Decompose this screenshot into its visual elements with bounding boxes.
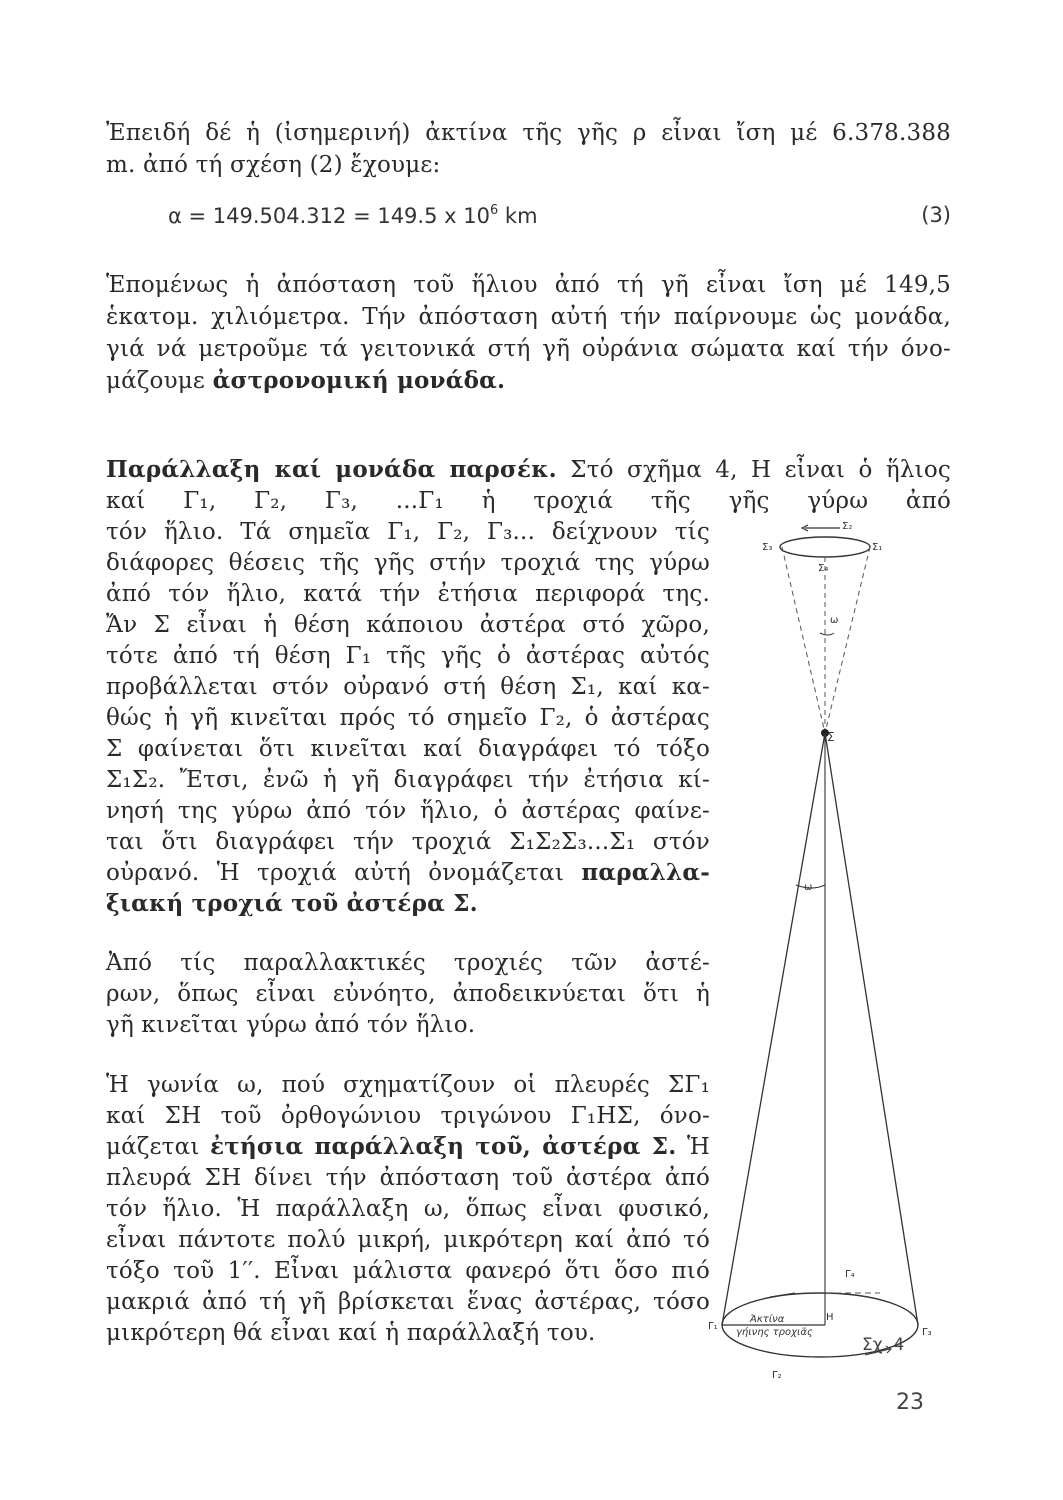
label-gamma4: Γ₄: [845, 1269, 855, 1280]
paragraph-4-line-3: [106, 1132, 710, 1162]
paragraph-1-line-2: m. ἀπό τή σχέση (2) ἔχουμε:: [106, 152, 441, 178]
label-gamma3: Γ₃: [922, 1327, 932, 1338]
term-astronomical-unit: ἀστρονομική μονάδα.: [212, 367, 506, 394]
formula-text: α = 149.504.312 = 149.5 x 10: [168, 204, 490, 228]
paragraph-4-line-1: Ἡ γωνία ω, πού σχηματίζουν οἱ πλευρές ΣΓ₁: [106, 1072, 710, 1098]
paragraph-2-line-2: ἑκατομ. χιλιόμετρα. Τήν ἀπόσταση αὐτή τήν παίρνουμε ὡς μονάδα,: [106, 304, 951, 330]
paragraph-2-line-1: Ἑπομένως ἡ ἀπόσταση τοῦ ἥλιου ἀπό τή γῆ εἶναι ἴση μέ 149,5: [106, 272, 951, 298]
paragraph-4-line-9: μικρότερη θά εἶναι καί ἡ παράλλαξή του.: [106, 1320, 596, 1346]
label-earth-orbit: γήινης τροχιᾶς: [736, 1327, 813, 1338]
formula-3: [168, 203, 951, 228]
dashed-line-right: [825, 547, 870, 733]
label-omega-top: ω: [830, 615, 839, 626]
parallax-figure: [700, 505, 970, 1405]
paragraph-3-line-2: ρων, ὅπως εἶναι εὐνόητο, ἀποδεικνύεται ὅτι ἡ: [106, 981, 710, 1007]
section-line-1: [106, 455, 951, 485]
section-line-6: Ἄν Σ εἶναι ἡ θέση κάποιου ἀστέρα στό χῶρο,: [106, 612, 710, 638]
label-radius: Ἀκτίνα: [750, 1314, 785, 1325]
section-line-14: [106, 858, 710, 888]
label-sigma1: Σ₁: [872, 542, 883, 553]
section-line-8: προβάλλεται στόν οὐρανό στή θέση Σ₁, καί κα-: [106, 674, 710, 700]
section-line-10: Σ φαίνεται ὅτι κινεῖται καί διαγράφει τό τόξο: [106, 736, 710, 762]
label-sigma: Σ: [827, 730, 835, 744]
term-parallactic-orbit: παραλλα-: [581, 859, 710, 886]
paragraph-1-line-1: Ἐπειδή δέ ἡ (ἰσημερινή) ἀκτίνα τῆς γῆς ρ εἶναι ἴση μέ 6.378.388: [106, 120, 951, 146]
section-line-11: Σ₁Σ₂. Ἔτσι, ἐνῶ ἡ γῆ διαγράφει τήν ἐτήσια κί-: [106, 767, 710, 793]
label-sigma3: Σ₃: [762, 542, 773, 553]
section-line-1-text: Στό σχῆμα 4, Η εἶναι ὁ ἥλιος: [556, 457, 952, 483]
parallactic-orbit-ellipse: [780, 537, 870, 557]
label-omega-bottom: ω: [804, 882, 813, 893]
formula-unit: km: [498, 204, 538, 228]
section-line-14-text: οὐρανό. Ἡ τροχιά αὐτή ὀνομάζεται: [106, 860, 582, 886]
paragraph-2-line-3: γιά νά μετροῦμε τά γειτονικά στή γῆ οὐράνια σώματα καί τήν όνο-: [106, 336, 951, 362]
section-line-15: [106, 889, 478, 919]
paragraph-4-line-4: πλευρά ΣΗ δίνει τήν ἀπόσταση τοῦ ἀστέρα ἀπό: [106, 1165, 710, 1191]
paragraph-4-line-2: καί ΣΗ τοῦ ὀρθογώνιου τριγώνου Γ₁ΗΣ, όνο-: [106, 1103, 710, 1129]
paragraph-4-line-5: τόν ἥλιο. Ἡ παράλλαξη ω, ὅπως εἶναι φυσικό,: [106, 1196, 710, 1222]
cone-line-left: [722, 733, 825, 1325]
paragraph-4-line-6: εἶναι πάντοτε πολύ μικρή, μικρότερη καί ἀπό τό: [106, 1227, 710, 1253]
paragraph-2-line-4: [106, 366, 505, 396]
page-number: 23: [896, 1390, 924, 1415]
paragraph-4-line-3-text: μάζεται: [106, 1134, 211, 1160]
formula-exponent: 6: [489, 203, 499, 218]
section-line-9: θώς ἡ γῆ κινεῖται πρός τό σημεῖο Γ₂, ὁ ἀστέρας: [106, 705, 710, 731]
label-sigma4: Σ₄: [818, 563, 829, 574]
term-parallactic-orbit-end: ξιακή τροχιά τοῦ ἀστέρα Σ.: [106, 890, 478, 917]
section-line-5: ἀπό τόν ἥλιο, κατά τήν ἐτήσια περιφορά της.: [106, 581, 710, 607]
equation-number: (3): [921, 203, 951, 227]
section-line-2: καί Γ₁, Γ₂, Γ₃, ...Γ₁ ἡ τροχιά τῆς γῆς γύρω ἀπό: [106, 488, 951, 514]
label-sun-h: Η: [826, 1312, 834, 1323]
section-heading: Παράλλαξη καί μονάδα παρσέκ.: [106, 456, 557, 483]
dashed-line-left: [782, 547, 825, 733]
section-line-7: τότε ἀπό τή θέση Γ₁ τῆς γῆς ὁ ἀστέρας αὐτός: [106, 643, 710, 669]
paragraph-2-line-4-text: μάζουμε: [106, 368, 213, 394]
section-line-4: διάφορες θέσεις τῆς γῆς στήν τροχιά της γύρω: [106, 550, 710, 576]
paragraph-3-line-1: Ἀπό τίς παραλλακτικές τροχιές τῶν ἀστέ-: [106, 950, 710, 976]
cone-line-right: [825, 733, 918, 1325]
section-line-12: νησή της γύρω ἀπό τόν ἥλιο, ὁ ἀστέρας φαίνε-: [106, 798, 710, 824]
figure-caption: Σχ. 4: [862, 1335, 905, 1355]
section-line-3: τόν ἥλιο. Τά σημεῖα Γ₁, Γ₂, Γ₃... δείχνουν τίς: [106, 519, 710, 545]
label-gamma2: Γ₂: [772, 1370, 782, 1381]
paragraph-4-line-8: μακριά ἀπό τή γῆ βρίσκεται ἕνας ἀστέρας, τόσο: [106, 1289, 710, 1315]
omega-arc-top: [820, 633, 834, 635]
paragraph-4-line-3-end: Ἡ: [676, 1134, 711, 1160]
paragraph-4-line-7: τόξο τοῦ 1′′. Εἶναι μάλιστα φανερό ὅτι ὅσο πιό: [106, 1258, 710, 1284]
label-sigma2: Σ₂: [842, 521, 853, 532]
paragraph-3-line-3: γῆ κινεῖται γύρω ἀπό τόν ἥλιο.: [106, 1012, 476, 1038]
label-gamma1: Γ₁: [708, 1321, 718, 1332]
section-line-13: ται ὅτι διαγράφει τήν τροχιά Σ₁Σ₂Σ₃...Σ₁ στόν: [106, 829, 710, 855]
term-annual-parallax: ἐτήσια παράλλαξη τοῦ, ἀστέρα Σ.: [210, 1133, 677, 1160]
